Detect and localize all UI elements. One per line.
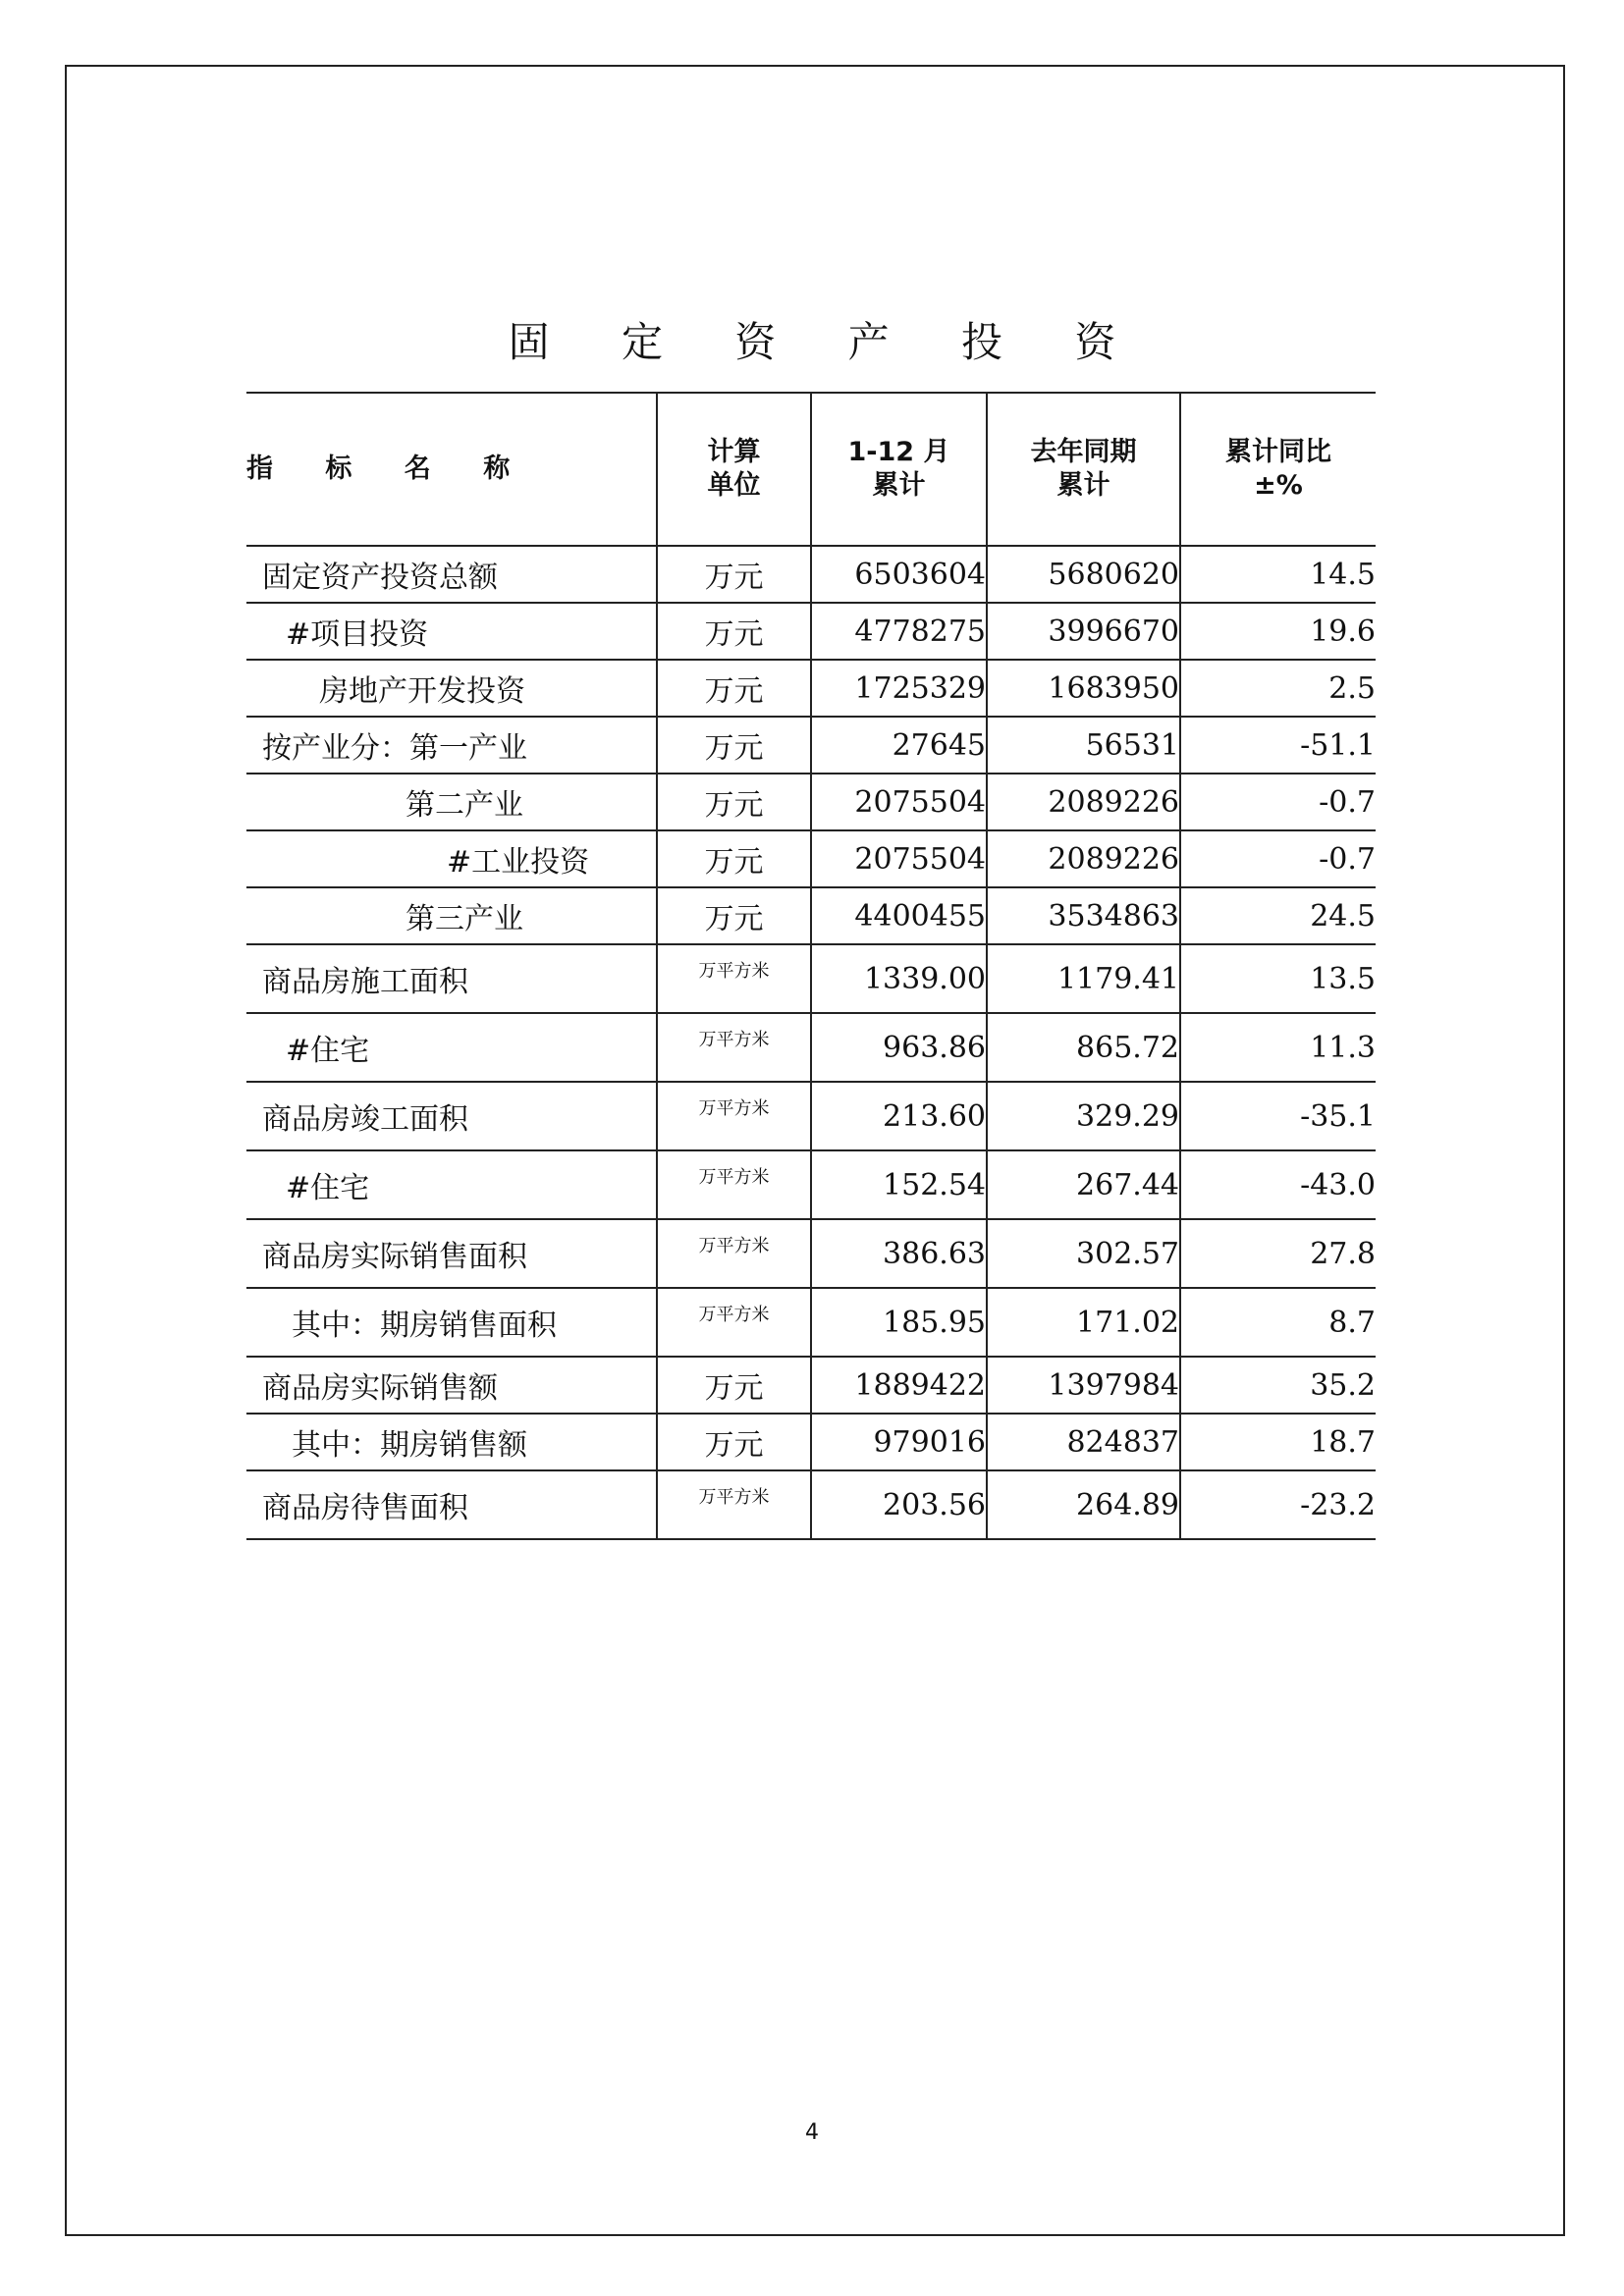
table-row [246, 887, 1376, 944]
header-last-year-line1: 去年同期 [1030, 437, 1137, 467]
row-unit: 万平方米 [657, 944, 811, 1013]
header-indicator-name: 指 标 名 称 [246, 393, 657, 546]
row-unit: 万元 [657, 774, 811, 830]
row-name: 商品房待售面积 [246, 1470, 657, 1539]
row-last-year: 1683950 [987, 660, 1180, 717]
row-unit: 万元 [657, 717, 811, 774]
row-name: 其中：期房销售额 [246, 1414, 657, 1470]
header-yoy-line2: ±% [1254, 470, 1303, 501]
row-unit: 万平方米 [657, 1082, 811, 1150]
row-last-year: 2089226 [987, 830, 1180, 887]
table-header-row [246, 393, 1376, 546]
row-last-year: 5680620 [987, 546, 1180, 603]
row-name: #项目投资 [246, 603, 657, 660]
header-unit [657, 393, 811, 546]
row-yoy: -35.1 [1180, 1082, 1376, 1150]
row-name: 商品房竣工面积 [246, 1082, 657, 1150]
row-name: #工业投资 [246, 830, 657, 887]
row-yoy: 27.8 [1180, 1219, 1376, 1288]
table-row [246, 1219, 1376, 1288]
row-unit: 万元 [657, 887, 811, 944]
row-last-year: 865.72 [987, 1013, 1180, 1082]
row-current: 2075504 [811, 830, 987, 887]
row-unit: 万元 [657, 603, 811, 660]
row-yoy: 18.7 [1180, 1414, 1376, 1470]
row-name: 其中：期房销售面积 [246, 1288, 657, 1357]
row-current: 386.63 [811, 1219, 987, 1288]
table-row [246, 830, 1376, 887]
row-unit: 万元 [657, 546, 811, 603]
row-current: 6503604 [811, 546, 987, 603]
row-name: 按产业分：第一产业 [246, 717, 657, 774]
row-yoy: 14.5 [1180, 546, 1376, 603]
row-current: 4400455 [811, 887, 987, 944]
row-name: 商品房实际销售额 [246, 1357, 657, 1414]
row-last-year: 171.02 [987, 1288, 1180, 1357]
header-unit-line2: 单位 [707, 470, 761, 501]
row-last-year: 267.44 [987, 1150, 1180, 1219]
row-name: 第三产业 [246, 887, 657, 944]
row-current: 979016 [811, 1414, 987, 1470]
row-current: 152.54 [811, 1150, 987, 1219]
row-unit: 万平方米 [657, 1470, 811, 1539]
row-current: 1339.00 [811, 944, 987, 1013]
row-last-year: 3534863 [987, 887, 1180, 944]
table-row [246, 774, 1376, 830]
table-row [246, 1288, 1376, 1357]
row-unit: 万平方米 [657, 1288, 811, 1357]
row-unit: 万平方米 [657, 1150, 811, 1219]
row-current: 963.86 [811, 1013, 987, 1082]
row-unit: 万平方米 [657, 1219, 811, 1288]
row-name: 房地产开发投资 [246, 660, 657, 717]
row-current: 1889422 [811, 1357, 987, 1414]
table-row [246, 1013, 1376, 1082]
row-last-year: 824837 [987, 1414, 1180, 1470]
table-row [246, 603, 1376, 660]
row-yoy: -0.7 [1180, 830, 1376, 887]
header-current-line1: 1-12 月 [847, 437, 950, 467]
fixed-asset-investment-table [246, 392, 1376, 1540]
row-unit: 万元 [657, 1414, 811, 1470]
row-yoy: 8.7 [1180, 1288, 1376, 1357]
row-unit: 万元 [657, 660, 811, 717]
header-current [811, 393, 987, 546]
page-number: 4 [805, 2120, 819, 2145]
header-unit-line1: 计算 [707, 437, 761, 467]
header-current-line2: 累计 [872, 470, 926, 501]
row-current: 203.56 [811, 1470, 987, 1539]
row-last-year: 264.89 [987, 1470, 1180, 1539]
row-current: 1725329 [811, 660, 987, 717]
row-unit: 万元 [657, 1357, 811, 1414]
row-last-year: 2089226 [987, 774, 1180, 830]
table-row [246, 1414, 1376, 1470]
header-yoy [1180, 393, 1376, 546]
header-yoy-line1: 累计同比 [1225, 437, 1331, 467]
row-current: 2075504 [811, 774, 987, 830]
row-yoy: 13.5 [1180, 944, 1376, 1013]
row-last-year: 1397984 [987, 1357, 1180, 1414]
row-last-year: 302.57 [987, 1219, 1180, 1288]
row-name: 商品房实际销售面积 [246, 1219, 657, 1288]
row-name: 固定资产投资总额 [246, 546, 657, 603]
row-unit: 万平方米 [657, 1013, 811, 1082]
row-yoy: -43.0 [1180, 1150, 1376, 1219]
row-current: 4778275 [811, 603, 987, 660]
row-unit: 万元 [657, 830, 811, 887]
row-current: 27645 [811, 717, 987, 774]
row-last-year: 56531 [987, 717, 1180, 774]
row-name: #住宅 [246, 1150, 657, 1219]
table-row [246, 717, 1376, 774]
row-name: 第二产业 [246, 774, 657, 830]
row-name: 商品房施工面积 [246, 944, 657, 1013]
table-row [246, 944, 1376, 1013]
table-row [246, 1150, 1376, 1219]
row-yoy: 11.3 [1180, 1013, 1376, 1082]
row-yoy: -0.7 [1180, 774, 1376, 830]
row-name: #住宅 [246, 1013, 657, 1082]
row-yoy: 24.5 [1180, 887, 1376, 944]
row-yoy: 19.6 [1180, 603, 1376, 660]
table-row [246, 1082, 1376, 1150]
row-last-year: 1179.41 [987, 944, 1180, 1013]
row-yoy: 35.2 [1180, 1357, 1376, 1414]
table-row [246, 660, 1376, 717]
row-current: 213.60 [811, 1082, 987, 1150]
table-row [246, 1470, 1376, 1539]
header-last-year-line2: 累计 [1056, 470, 1110, 501]
table-row [246, 546, 1376, 603]
row-yoy: 2.5 [1180, 660, 1376, 717]
row-last-year: 3996670 [987, 603, 1180, 660]
row-yoy: -23.2 [1180, 1470, 1376, 1539]
table-row [246, 1357, 1376, 1414]
row-current: 185.95 [811, 1288, 987, 1357]
row-yoy: -51.1 [1180, 717, 1376, 774]
page-title: 固 定 资 产 投 资 [508, 318, 1146, 366]
header-last-year [987, 393, 1180, 546]
row-last-year: 329.29 [987, 1082, 1180, 1150]
